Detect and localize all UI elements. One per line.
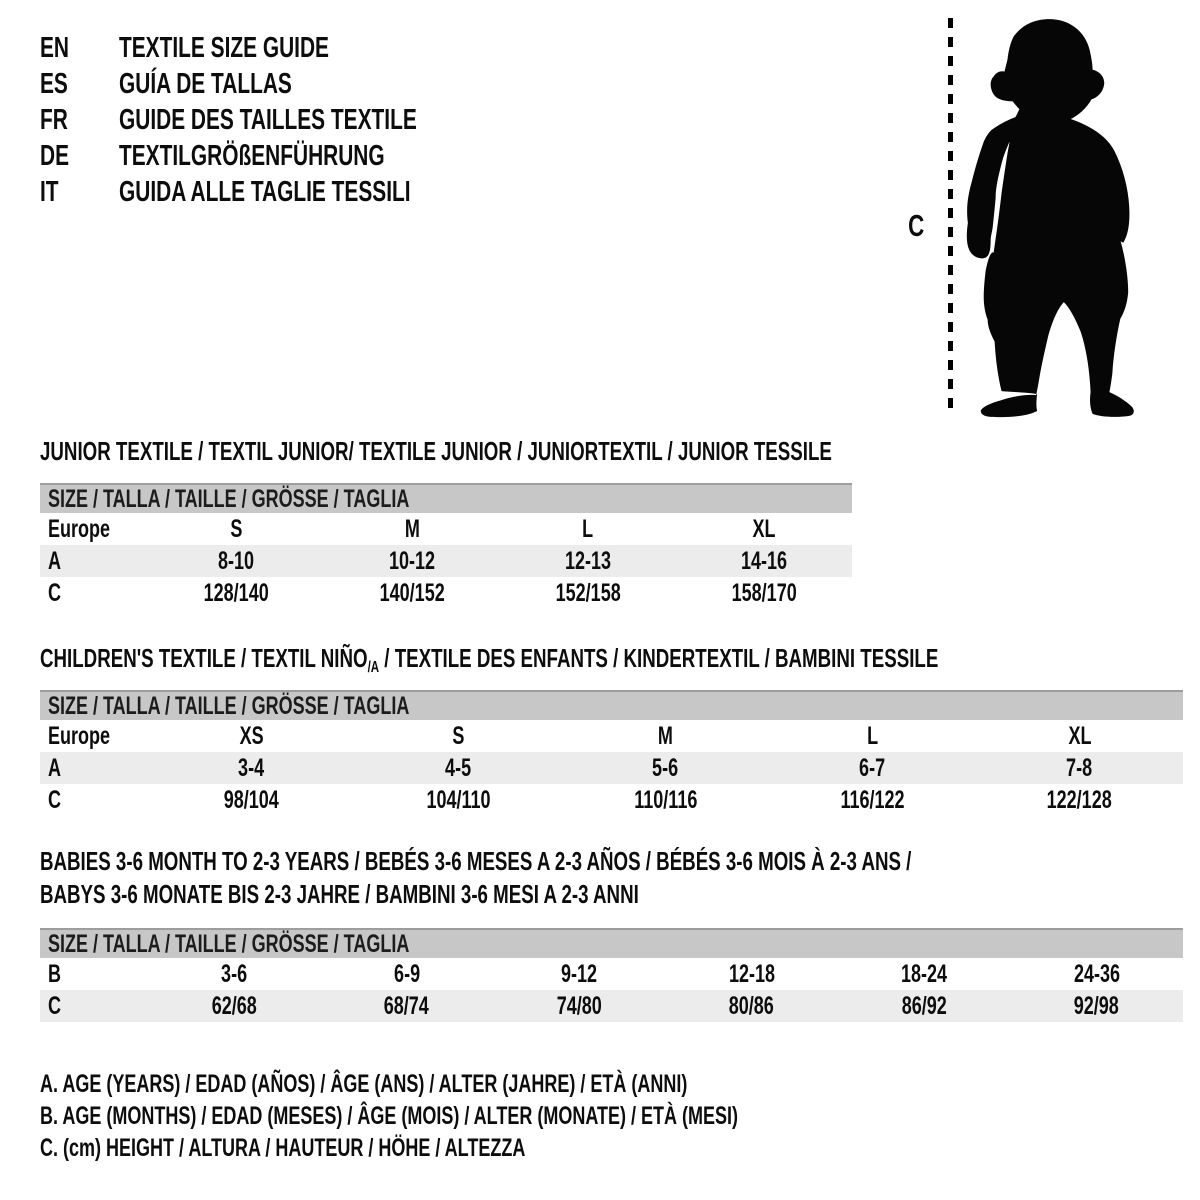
height-value-cell: 116/122: [840, 785, 905, 814]
baby-silhouette-icon: [958, 14, 1146, 422]
language-row-en: [40, 30, 533, 66]
language-title: GUÍA DE TALLAS: [119, 67, 292, 100]
months-value-cell: 24-36: [1073, 959, 1120, 988]
table-row-europe: [40, 720, 1183, 752]
table-row-europe: [40, 513, 852, 545]
legend-line-a: A. AGE (YEARS) / EDAD (AÑOS) / ÂGE (ANS) / ALTER (JAHRE) / ETÀ (ANNI): [40, 1070, 688, 1098]
table-row-age: [40, 545, 852, 577]
language-row-es: [40, 66, 533, 102]
legend-line-c: C. (cm) HEIGHT / ALTURA / HAUTEUR / HÖHE / ALTEZZA: [40, 1134, 526, 1162]
language-code: IT: [40, 175, 59, 208]
table-row-height: [40, 990, 1183, 1022]
height-value-cell: 92/98: [1074, 991, 1120, 1020]
language-code: ES: [40, 67, 68, 100]
row-label: B: [48, 959, 62, 988]
age-value-cell: 8-10: [217, 546, 255, 575]
table-row-height: [40, 577, 852, 609]
height-value-cell: 104/110: [426, 785, 491, 814]
height-value-cell: 110/116: [633, 785, 698, 814]
height-value-cell: 152/158: [555, 578, 621, 607]
size-header-bar: [40, 483, 852, 513]
children-section-title: CHILDREN'S TEXTILE / TEXTIL $NIÑO_{/A}$ / TEXTILE DES ENFANTS / KINDERTEXTIL / BAMBINI TESSILE: [40, 643, 939, 676]
language-code: EN: [40, 31, 70, 64]
age-value-cell: 14-16: [740, 546, 788, 575]
height-value-cell: 128/140: [203, 578, 269, 607]
language-list: [40, 30, 533, 210]
age-value-cell: 6-7: [859, 753, 886, 782]
height-value-cell: 68/74: [384, 991, 430, 1020]
height-value-cell: 98/104: [223, 785, 280, 814]
height-value-cell: 86/92: [901, 991, 947, 1020]
months-value-cell: 3-6: [221, 959, 248, 988]
language-title: TEXTILGRÖßENFÜHRUNG: [119, 139, 385, 172]
row-label: Europe: [48, 514, 111, 543]
row-label: C: [48, 578, 62, 607]
months-value-cell: 9-12: [561, 959, 598, 988]
height-value-cell: 158/170: [731, 578, 797, 607]
height-label: C: [908, 208, 925, 243]
size-value-cell: L: [866, 721, 879, 750]
age-value-cell: 4-5: [445, 753, 472, 782]
babies-section-title-line2: BABYS 3-6 MONATE BIS 2-3 JAHRE / BAMBINI 3-6 MESI A 2-3 ANNI: [40, 879, 639, 909]
language-code: FR: [40, 103, 68, 136]
size-value-cell: L: [582, 514, 594, 543]
height-value-cell: 122/128: [1046, 785, 1113, 814]
children-size-table: [40, 690, 1183, 816]
size-value-cell: XL: [1067, 721, 1091, 750]
size-header-label: SIZE / TALLA / TAILLE / GRÖSSE / TAGLIA: [48, 929, 410, 958]
age-value-cell: 5-6: [652, 753, 679, 782]
size-header-bar: [40, 690, 1183, 720]
size-value-cell: S: [229, 514, 243, 543]
height-value-cell: 74/80: [556, 991, 602, 1020]
size-header-label: SIZE / TALLA / TAILLE / GRÖSSE / TAGLIA: [48, 484, 410, 513]
title-subscript: /A: [367, 659, 380, 676]
language-title: GUIDE DES TAILLES TEXTILE: [119, 103, 417, 136]
row-label: A: [48, 753, 62, 782]
language-row-de: [40, 138, 533, 174]
size-header-bar: [40, 928, 1183, 958]
table-row-height: [40, 784, 1183, 816]
size-value-cell: XL: [752, 514, 776, 543]
size-value-cell: M: [404, 514, 420, 543]
size-value-cell: M: [657, 721, 673, 750]
height-value-cell: 140/152: [379, 578, 445, 607]
size-header-label: SIZE / TALLA / TAILLE / GRÖSSE / TAGLIA: [48, 691, 410, 720]
language-code: DE: [40, 139, 70, 172]
height-dashed-line: [948, 18, 953, 417]
age-value-cell: 7-8: [1066, 753, 1093, 782]
age-value-cell: 10-12: [388, 546, 436, 575]
junior-size-table: [40, 483, 852, 609]
row-label: C: [48, 785, 62, 814]
babies-section-title-line1: BABIES 3-6 MONTH TO 2-3 YEARS / BEBÉS 3-6 MESES A 2-3 AÑOS / BÉBÉS 3-6 MOIS À 2-3 ANS /: [40, 846, 912, 876]
row-label: A: [48, 546, 62, 575]
months-value-cell: 18-24: [901, 959, 948, 988]
babies-size-table: [40, 928, 1183, 1022]
language-row-it: [40, 174, 533, 210]
legend: [40, 1070, 1009, 1166]
junior-section-title: JUNIOR TEXTILE / TEXTIL JUNIOR/ TEXTILE JUNIOR / JUNIORTEXTIL / JUNIOR TESSILE: [40, 436, 832, 466]
months-value-cell: 12-18: [728, 959, 775, 988]
age-value-cell: 3-4: [238, 753, 265, 782]
language-title: GUIDA ALLE TAGLIE TESSILI: [119, 175, 411, 208]
language-title: TEXTILE SIZE GUIDE: [119, 31, 329, 64]
table-row-months: [40, 958, 1183, 990]
language-row-fr: [40, 102, 533, 138]
months-value-cell: 6-9: [393, 959, 420, 988]
row-label: C: [48, 991, 62, 1020]
legend-line-b: B. AGE (MONTHS) / EDAD (MESES) / ÂGE (MOIS) / ALTER (MONATE) / ETÀ (MESI): [40, 1102, 738, 1130]
height-value-cell: 80/86: [729, 991, 775, 1020]
row-label: Europe: [48, 721, 111, 750]
size-value-cell: XS: [239, 721, 264, 750]
height-value-cell: 62/68: [211, 991, 257, 1020]
age-value-cell: 12-13: [564, 546, 612, 575]
table-row-age: [40, 752, 1183, 784]
size-value-cell: S: [452, 721, 465, 750]
